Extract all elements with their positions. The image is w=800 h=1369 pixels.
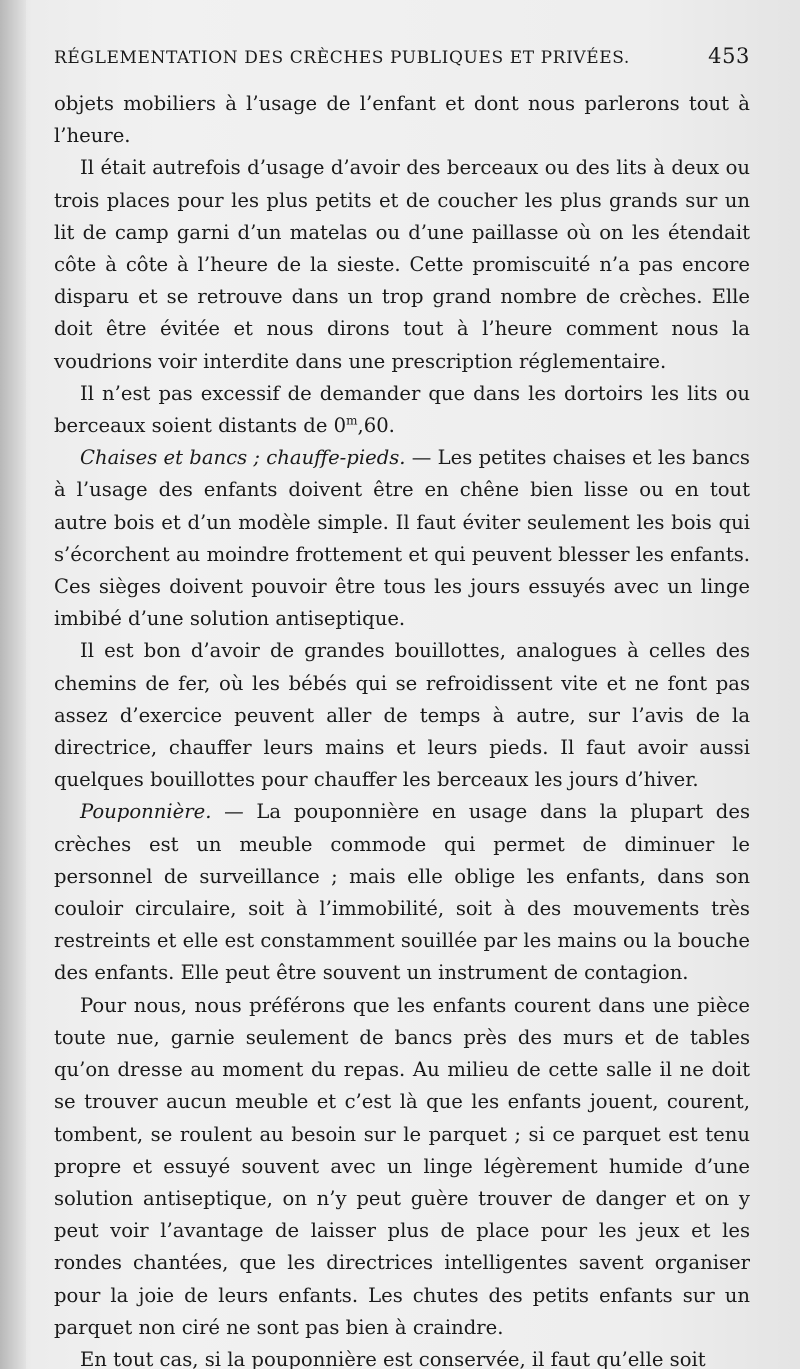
page-gutter-shadow (0, 0, 26, 1369)
paragraph-pouponniere: Pouponnière. — La pouponnière en usage dans la plupart des crèches est un meuble commode qui permet de diminuer le personnel de surveillance ; mais elle oblige les enfants, dans son couloir circulaire, soit à l’immobilité, soit à des mouvements très restreints et elle est constamment souillée par les mains ou la bouche des enfants. Elle peut être souvent un instrument de contagion. (54, 800, 750, 985)
paragraph-continuation: objets mobiliers à l’usage de l’enfant et dont nous parlerons tout à l’heure. (54, 92, 750, 148)
paragraph-berceaux: Il était autrefois d’usage d’avoir des berceaux ou des lits à deux ou trois places pour les plus petits et de coucher les plus grands sur un lit de camp garni d’un matelas ou d’une paillasse où on les étendait côte à côte à l’heure de la sieste. Cette promiscuité n’a pas encore disparu et se retrouve dans un trop grand nombre de crèches. Elle doit être évitée et nous dirons tout à l’heure comment nous la voudrions voir interdite dans une prescription réglementaire. (54, 156, 750, 373)
paragraph-distance-lits: Il n’est pas excessif de demander que dans les dortoirs les lits ou berceaux soient distants de 0$^m$,60. (54, 381, 750, 438)
section-heading: Chaises et bancs ; chauffe-pieds. (80, 446, 406, 470)
paragraph-chaises-bancs: Chaises et bancs ; chauffe-pieds. — Les petites chaises et les bancs à l’usage des enfants doivent être en chêne bien lisse ou en tout autre bois et d’un modèle simple. Il faut éviter seulement les bois qui s’écorchent au moindre frottement et qui peuvent blesser les enfants. Ces sièges doivent pouvoir être tous les jours essuyés avec un linge imbibé d’une solution antiseptique. (54, 446, 750, 631)
paragraph-bouillottes: Il est bon d’avoir de grandes bouillottes, analogues à celles des chemins de fer, où les bébés qui se refroidissent vite et ne font pas assez d’exercice peuvent aller de temps à autre, sur l’avis de la directrice, chauffer leurs mains et leurs pieds. Il faut avoir aussi quelques bouillottes pour chauffer les berceaux les jours d’hiver. (54, 639, 750, 792)
body-text (54, 88, 750, 1369)
running-title: RÉGLEMENTATION DES CRÈCHES PUBLIQUES ET PRIVÉES. (54, 48, 630, 68)
page-number: 453 (708, 44, 750, 68)
running-header (54, 44, 750, 88)
paragraph-final: En tout cas, si la pouponnière est conservée, il faut qu’elle soit (80, 1347, 706, 1369)
paragraph-piece-nue: Pour nous, nous préférons que les enfants courent dans une pièce toute nue, garnie seulement de bancs près des murs et de tables qu’on dresse au moment du repas. Au milieu de cette salle il ne doit se trouver aucun meuble et c’est là que les enfants jouent, courent, tombent, se roulent au besoin sur le parquet ; si ce parquet est tenu propre et essuyé souvent avec un linge légèrement humide d’une solution antiseptique, on n’y peut guère trouver de danger et on y peut voir l’avantage de laisser plus de place pour les jeux et les rondes chantées, que les directrices intelligentes savent organiser pour la joie de leurs enfants. Les chutes des petits enfants sur un parquet non ciré ne sont pas bien à craindre. (54, 993, 750, 1339)
section-heading: Pouponnière. (80, 800, 212, 824)
unit-superscript: m (346, 413, 358, 428)
